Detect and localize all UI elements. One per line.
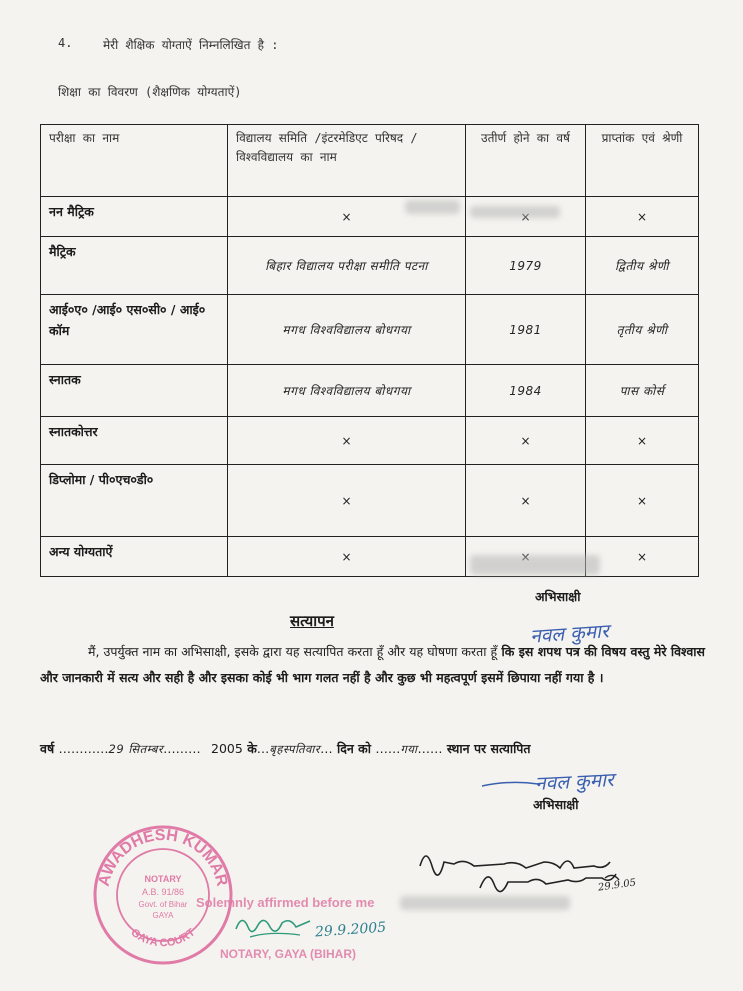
exam-name: स्नातकोत्तर [41,417,228,465]
year-cell: 1981 [466,295,586,365]
scan-smudge [470,555,600,575]
table-row [41,417,699,465]
notary-initials [230,905,320,945]
year-cell: × [466,465,586,537]
marks-cell: द्वितीय श्रेणी [586,237,699,295]
verification-intro: मैं, उपर्युक्त नाम का अभिसाक्षी, इसके द्वारा यह सत्यापित करता हूँ और यह घोषणा करता हूँ [88,644,498,659]
stamp-bottom-text [128,926,197,949]
table-row [41,237,699,295]
stamp-inner-3: Govt. of Bihar [138,900,188,909]
section-subheading: शिक्षा का विवरण (शैक्षणिक योग्यताऐं) [58,85,242,99]
date-place-line: वर्ष …………29 सितम्बर……… 2005 के…बृहस्पतिवार… दिन को ……गया…… स्थान पर सत्यापित [40,741,531,756]
institution-cell: मगध विश्वविद्यालय बोधगया [228,295,466,365]
scan-smudge [470,206,560,218]
institution-cell: × [228,197,466,237]
table-row [41,197,699,237]
table-row [41,465,699,537]
column-header-marks: प्राप्तांक एवं श्रेणी [586,125,699,197]
stamp-bottom: GAYA COURT [128,926,198,950]
notary-designation: NOTARY, GAYA (BIHAR) [220,947,357,961]
day-label: दिन को [336,741,371,756]
scan-smudge [405,200,460,214]
handwritten-day: बृहस्पतिवार [269,742,321,756]
marks-cell: तृतीय श्रेणी [586,295,699,365]
year-cell: × [466,417,586,465]
signature-deponent-2: नवल कुमार [534,768,615,796]
deponent-label: अभिसाक्षी [535,589,581,604]
marks-cell: × [586,197,699,237]
column-header-institution: विद्यालय समिति /इंटरमेडिएट परिषद / विश्वविद्यालय का नाम [228,125,466,197]
ink-underline [480,778,540,792]
exam-name: डिप्लोमा / पी०एच०डी० [41,465,228,537]
handwritten-date: 29 सितम्बर [108,742,164,756]
exam-name: अन्य योग्यताऐं [41,537,228,577]
institution-cell: बिहार विद्यालय परीक्षा समीति पटना [228,237,466,295]
qualifications-table [40,124,699,577]
stamp-inner-1: NOTARY [144,874,182,884]
stamp-inner-2: A.B. 91/86 [141,887,185,897]
institution-cell: मगध विश्वविद्यालय बोधगया [228,365,466,417]
marks-cell: × [586,417,699,465]
place-label: स्थान पर सत्यापित [446,741,531,756]
column-header-year: उतीर्ण होने का वर्ष [466,125,586,197]
marks-cell: पास कोर्स [586,365,699,417]
signature-deponent: नवल कुमार [529,620,610,648]
ke-text: के [247,741,257,756]
table-row [41,295,699,365]
verification-paragraph [40,639,705,691]
exam-name: आई०ए० /आई० एस०सी० / आई० कॉम [41,295,228,365]
affirmed-stamp-text: Solemnly affirmed before me [196,895,375,910]
point-number: 4. [58,36,73,50]
stamp-inner-4: GAYA [152,911,174,920]
institution-cell: × [228,537,466,577]
verification-body: कि इस शपथ पत्र की विषय वस्तु मेरे विश्वास और जानकारी में सत्य और सही है और इसका कोई भी भाग गलत नहीं है और कुछ भी महत्वपूर्ण इसमें छिपाया नहीं गया है । [40,644,705,685]
exam-name: नन मैट्रिक [41,197,228,237]
year-value: 2005 [211,741,243,756]
verification-title: सत्यापन [290,612,334,630]
stamp-name: AWADHESH KUMAR [95,826,231,889]
institution-cell: × [228,417,466,465]
exam-name: मैट्रिक [41,237,228,295]
stamp-date: 29.9.2005 [314,919,387,941]
institution-cell: × [228,465,466,537]
column-header-exam: परीक्षा का नाम [41,125,228,197]
notary-signature [410,830,690,900]
table-row [41,365,699,417]
year-prefix: वर्ष [40,741,55,756]
table-header-row [41,125,699,197]
year-cell: 1984 [466,365,586,417]
marks-cell: × [586,465,699,537]
deponent-label-2: अभिसाक्षी [533,797,579,812]
notary-sign-date: 29.9.05 [597,877,637,894]
year-cell: 1979 [466,237,586,295]
marks-cell: × [586,537,699,577]
point-heading: मेरी शैक्षिक योग्ताऐं निम्नलिखित है : [103,38,279,52]
exam-name: स्नातक [41,365,228,417]
handwritten-place: गया [400,742,418,756]
